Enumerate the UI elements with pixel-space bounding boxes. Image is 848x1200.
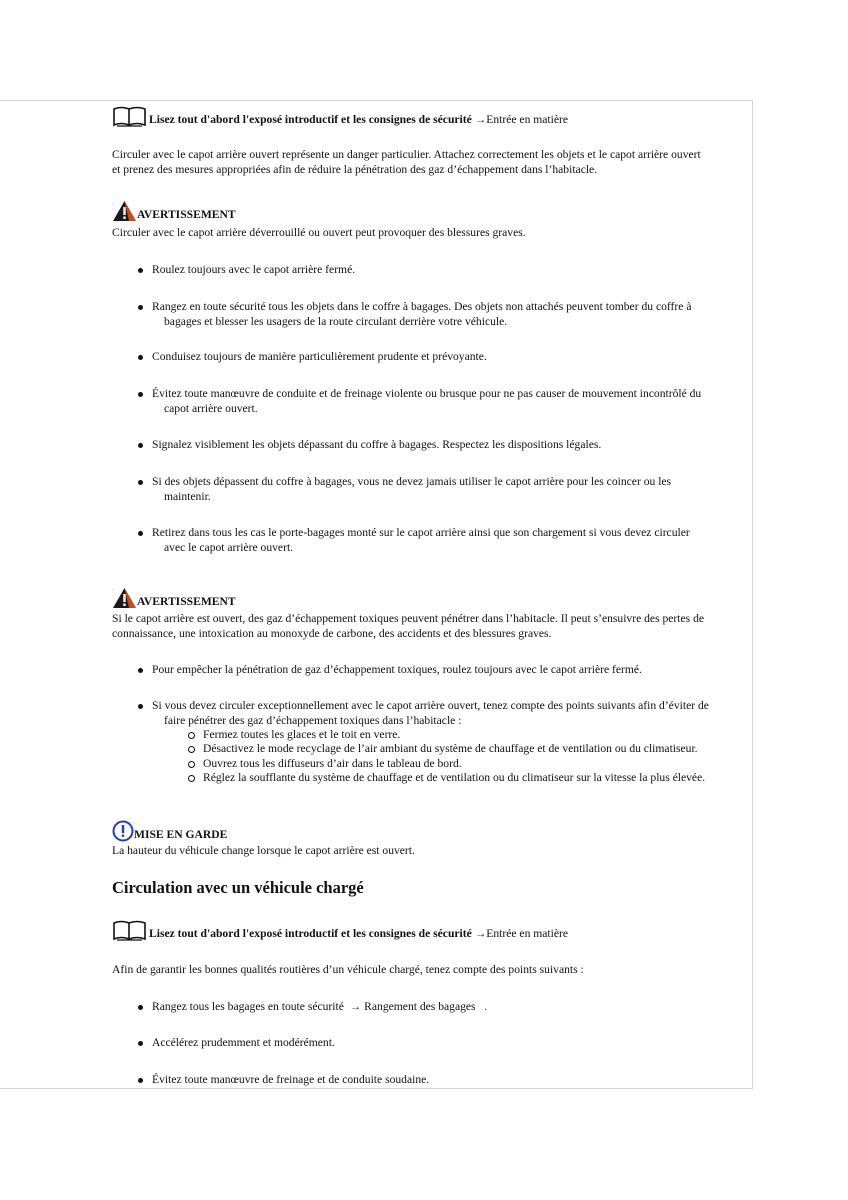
bullet	[138, 1078, 143, 1083]
warning-heading	[112, 200, 236, 222]
sub-bullet	[188, 761, 195, 768]
intro-line-2: et prenez des mesures appropriées afin de réduire la pénétration des gaz d’échappement dans l’habitacle.	[112, 162, 598, 176]
list-item: Rangez en toute sécurité tous les objets dans le coffre à bagages. Des objets non attachés peuvent tomber du coffre à bagages et blesser les usagers de la route circulant derrière votre véhicule.	[138, 300, 738, 329]
bullet	[138, 531, 143, 536]
bullet	[138, 392, 143, 397]
list-item: Évitez toute manœuvre de freinage et de conduite soudaine.	[138, 1073, 738, 1088]
warning-text: Circuler avec le capot arrière déverrouillé ou ouvert peut provoquer des blessures graves.	[112, 226, 526, 239]
section-intro: Afin de garantir les bonnes qualités routières d’un véhicule chargé, tenez compte des points suivants :	[112, 963, 584, 976]
sub-list-item: Ouvrez tous les diffuseurs d’air dans le tableau de bord.	[188, 757, 748, 772]
list-item: Conduisez toujours de manière particulièrement prudente et prévoyante.	[138, 350, 738, 365]
book-icon	[112, 919, 148, 941]
bullet	[138, 443, 143, 448]
bullet	[138, 704, 143, 709]
list-item: Rangez tous les bagages en toute sécurité → Rangement des bagages .	[138, 1000, 738, 1015]
warning-title: AVERTISSEMENT	[137, 594, 236, 608]
safety-notice-line	[112, 103, 568, 127]
bullet	[138, 480, 143, 485]
intro-paragraph	[112, 148, 738, 177]
marker: .	[112, 586, 114, 592]
warning-triangle-icon	[112, 200, 137, 222]
bullet	[138, 355, 143, 360]
caution-heading	[112, 820, 227, 842]
bullet	[138, 1005, 143, 1010]
warning-triangle-icon	[112, 587, 137, 609]
sub-list-item: Fermez toutes les glaces et le toit en verre.	[188, 728, 748, 743]
sub-list-item: Désactivez le mode recyclage de l’air ambiant du système de chauffage et de ventilation ou du climatiseur.	[188, 742, 748, 757]
safety-notice-line	[112, 917, 568, 941]
list-item: Évitez toute manœuvre de conduite et de freinage violente ou brusque pour ne pas causer de mouvement incontrôlé du capot arrière ouvert.	[138, 387, 738, 416]
list-item: Roulez toujours avec le capot arrière fermé.	[138, 263, 738, 278]
intro-link[interactable]: →Entrée en matière	[474, 112, 569, 126]
caution-title: MISE EN GARDE	[134, 827, 228, 841]
bullet	[138, 305, 143, 310]
caution-exclamation-icon	[112, 820, 134, 842]
warning-title: AVERTISSEMENT	[137, 207, 236, 221]
safety-notice-text: Lisez tout d'abord l'exposé introductif et les consignes de sécurité	[149, 926, 472, 940]
bullet	[138, 668, 143, 673]
warning-text: Si le capot arrière est ouvert, des gaz d’échappement toxiques peuvent pénétrer dans l’habitacle. Il peut s’ensuivre des pertes de connaissance, une intoxication au monoxyde de carbone, des accidents et des blessures graves.	[112, 612, 705, 640]
sub-bullet	[188, 775, 195, 782]
list-item: Retirez dans tous les cas le porte-bagages monté sur le capot arrière ainsi que son chargement si vous devez circuler avec le capot arrière ouvert.	[138, 526, 738, 555]
bullet	[138, 268, 143, 273]
book-icon	[112, 105, 148, 127]
caution-text: La hauteur du véhicule change lorsque le capot arrière est ouvert.	[112, 844, 415, 857]
sub-bullet	[188, 732, 195, 739]
sub-bullet	[188, 746, 195, 753]
storage-link[interactable]: → Rangement des bagages	[349, 1000, 476, 1013]
sub-list-item: Réglez la soufflante du système de chauffage et de ventilation ou du climatiseur sur la vitesse la plus élevée.	[188, 771, 748, 786]
list-item: Accélérez prudemment et modérément.	[138, 1036, 738, 1051]
warning-heading	[112, 587, 236, 609]
list-item: Pour empêcher la pénétration de gaz d’échappement toxiques, roulez toujours avec le capot arrière fermé.	[138, 663, 738, 678]
intro-line-1: Circuler avec le capot arrière ouvert représente un danger particulier. Attachez correctement les objets et le capot arrière ouvert	[112, 148, 701, 161]
list-item: Si des objets dépassent du coffre à bagages, vous ne devez jamais utiliser le capot arrière pour les coincer ou les maintenir.	[138, 475, 738, 504]
section-heading: Circulation avec un véhicule chargé	[112, 878, 364, 897]
list-item: Signalez visiblement les objets dépassant du coffre à bagages. Respectez les dispositions légales.	[138, 438, 738, 453]
safety-notice-text: Lisez tout d'abord l'exposé introductif et les consignes de sécurité	[149, 112, 472, 126]
marker: .	[112, 200, 114, 206]
intro-link[interactable]: →Entrée en matière	[474, 926, 569, 940]
bullet	[138, 1041, 143, 1046]
list-item: Si vous devez circuler exceptionnellement avec le capot arrière ouvert, tenez compte des points suivants afin d’éviter de faire pénétrer des gaz d’échappement toxiques dans l’habitacle :	[138, 699, 738, 728]
